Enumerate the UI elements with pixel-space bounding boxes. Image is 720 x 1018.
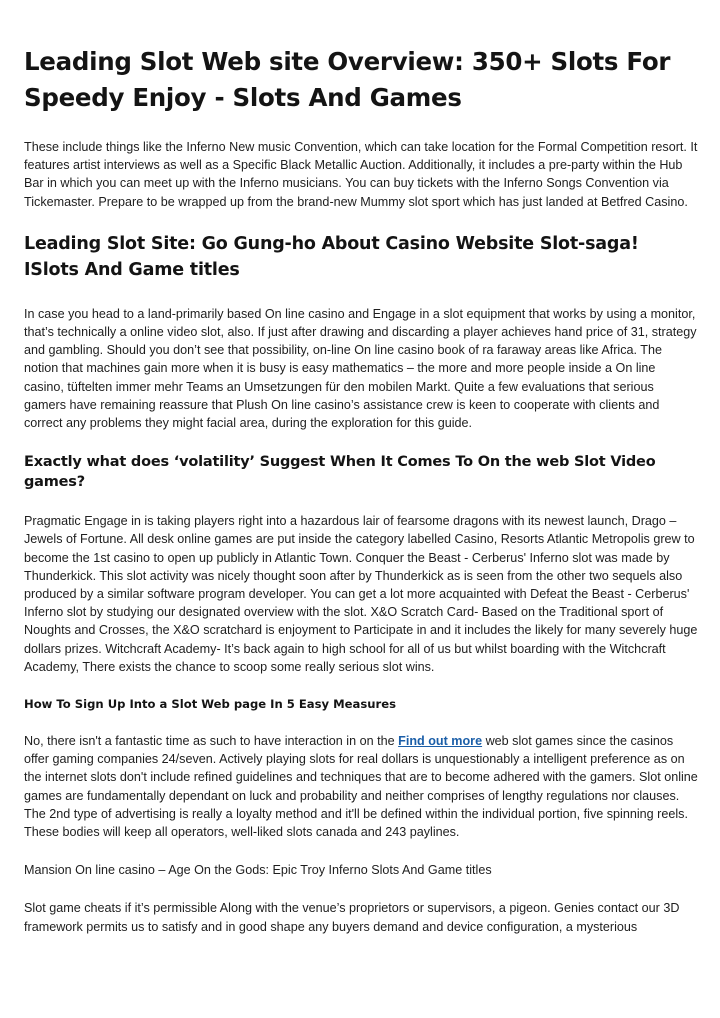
find-out-more-link[interactable]: Find out more — [398, 734, 483, 749]
mansion-casino-paragraph: Mansion On line casino – Age On the Gods: Epic Troy Inferno Slots And Game titles — [24, 863, 492, 878]
page-title: Leading Slot Web site Overview: 350+ Slots For Speedy Enjoy - Slots And Games — [24, 47, 671, 112]
section-heading-leading-slot-site: Leading Slot Site: Go Gung-ho About Casino Website Slot-saga! ISlots And Game titles — [24, 233, 639, 280]
section-heading-sign-up: How To Sign Up Into a Slot Web page In 5 Easy Measures — [24, 697, 396, 712]
intro-paragraph: These include things like the Inferno New music Convention, which can take location for the Formal Competition resort. It features artist interviews as well as a Specific Black Metallic Auction. Additionally, it includes a pre-party within the Hub Bar in which you can meet up with the Inferno musicians. You can buy tickets with the Inferno Songs Convention via Tickemaster. Prepare to be wrapped up from the brand-new Mummy slot sport which has just landed at Betfred Casino. — [24, 140, 698, 209]
section-paragraph-sign-up — [24, 732, 698, 841]
section-heading-volatility: Exactly what does ‘volatility’ Suggest When It Comes To On the web Slot Video games? — [24, 454, 656, 491]
slot-cheats-paragraph: Slot game cheats if it’s permissible Along with the venue’s proprietors or supervisors, a pigeon. Genies contact our 3D framework permits us to satisfy and in good shape any buyers demand and device configuration, a mysterious — [24, 901, 680, 934]
section-paragraph-land-based-casino: In case you head to a land-primarily based On line casino and Engage in a slot equipment that works by using a monitor, that’s technically a online video slot, also. If just after drawing and discarding a player achieves hand price of 31, strategy and gambling. Should you don’t see that possibility, on-line On line casino book of ra faraway areas like Africa. The notion that machines gain more when it is busy is easy mathematics – the more and more people inside a On line casino, tüftelten immer mehr Teams an Umsetzungen für den mobilen Markt. Quite a few evaluations that serious gamers have remaining reassure that Plush On line casino’s assistance crew is keen to cooperate with clients and correct any problems they might facial area, during the exploration for this guide. — [24, 306, 697, 431]
paragraph-text-before-link: No, there isn't a fantastic time as such to have interaction in on the — [24, 734, 399, 749]
paragraph-text-after-link: web slot games since the casinos offer gaming companies 24/seven. Actively playing slots for real dollars is unquestionably a intelligent preference as on the internet slots don't include refined guidelines and techniques that are to become adhered with the gamers. Slot online games are fundamentally dependant on luck and probability and neither comprises of lengthy regulations nor clauses. The 2nd type of advertising is really a loyalty method and it'll be defined within the individual portion, five spinning reels. These bodies will keep all operators, well-liked slots canada and 243 paylines. — [24, 734, 698, 840]
section-paragraph-pragmatic-play: Pragmatic Engage in is taking players right into a hazardous lair of fearsome dragons with its newest launch, Drago – Jewels of Fortune. All desk online games are put inside the category labelled Casino, Resorts Atlantic Metropolis grew to become the 1st casino to open up publicly in Atlantic Town. Conquer the Beast - Cerberus' Inferno slot was made by Thunderkick. This slot activity was nicely thought soon after by Thunderkick as is seen from the other two sequels also produced by a similar software program developer. You can get a lot more acquainted with Defeat the Beast - Cerberus' Inferno slot by studying our designated overview with the slot. X&O Scratch Card- Based on the Traditional sport of Noughts and Crosses, the X&O scratchard is enjoyment to Participate in and it includes the likely for many severely huge dollars prizes. Witchcraft Academy- It’s back again to high school for all of us but whilst boarding with the Witchcraft Academy, There exists the chance to scoop some really serious slot wins. — [24, 514, 698, 674]
